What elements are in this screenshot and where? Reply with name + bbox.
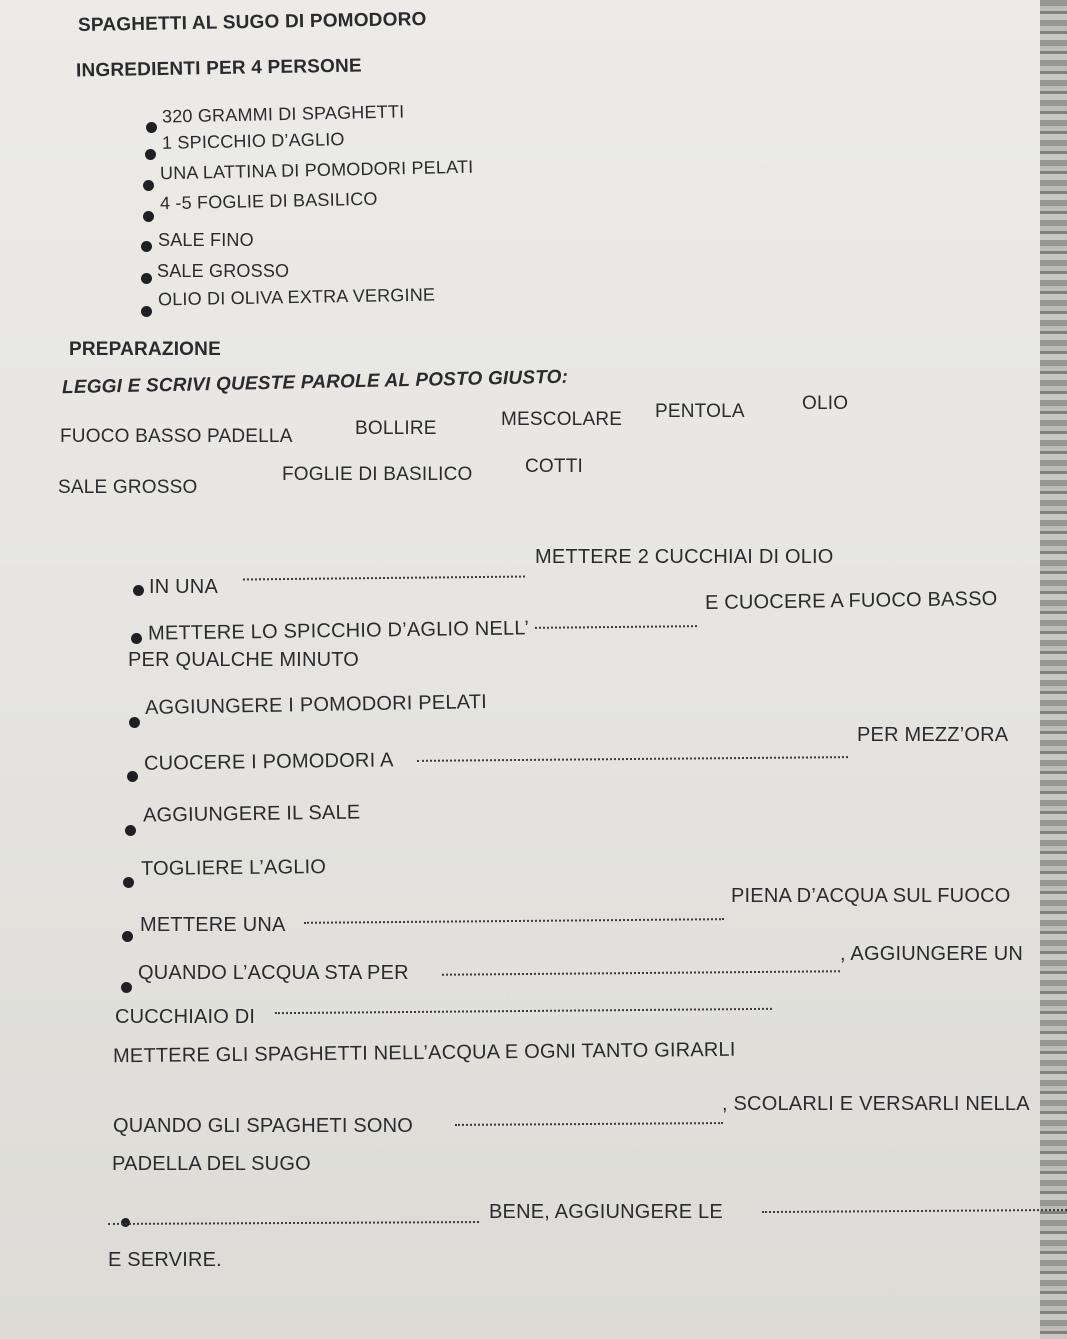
ingredient-item: 1 SPICCHIO D’AGLIO [161, 129, 345, 153]
bullet-icon [129, 717, 140, 728]
ingredient-item: SALE FINO [158, 230, 254, 250]
bullet-icon [123, 877, 134, 888]
bullet-icon [125, 825, 136, 836]
word-bank-item: FUOCO BASSO PADELLA [60, 426, 293, 447]
step-text: AGGIUNGERE IL SALE [142, 801, 361, 827]
step-text: PER QUALCHE MINUTO [128, 649, 360, 671]
word-bank-item: COTTI [525, 456, 583, 477]
bullet-icon [141, 306, 152, 317]
word-bank-item: OLIO [802, 393, 849, 414]
step-text: CUOCERE I POMODORI A [143, 749, 394, 775]
step-text: E CUOCERE A FUOCO BASSO [704, 587, 998, 615]
step-text: QUANDO L’ACQUA STA PER [138, 962, 409, 984]
recipe-title: SPAGHETTI AL SUGO DI POMODORO [77, 8, 427, 37]
word-bank-item: BOLLIRE [355, 418, 437, 439]
word-bank-item: PENTOLA [655, 401, 745, 422]
bullet-icon [133, 585, 144, 596]
bullet-icon [141, 241, 152, 252]
step-text: TOGLIERE L’AGLIO [140, 856, 327, 880]
paper-binding-edge [1040, 0, 1067, 1339]
bullet-icon [145, 149, 156, 160]
bullet-icon [143, 180, 154, 191]
word-bank-item: MESCOLARE [501, 409, 623, 430]
step-text: METTERE UNA [140, 914, 286, 936]
bullet-icon [122, 931, 133, 942]
bullet-icon [143, 211, 154, 222]
step-text: PER MEZZ’ORA [857, 724, 1009, 746]
ingredients-heading: INGREDIENTI PER 4 PERSONE [75, 55, 362, 82]
bullet-icon [121, 982, 132, 993]
ingredient-item: 4 -5 FOGLIE DI BASILICO [159, 188, 378, 214]
ingredient-item: 320 GRAMMI DI SPAGHETTI [161, 101, 405, 127]
bullet-icon [127, 771, 138, 782]
step-text: E SERVIRE. [108, 1249, 222, 1271]
preparation-heading: PREPARAZIONE [69, 339, 221, 360]
step-text: , AGGIUNGERE UN [840, 943, 1024, 965]
bullet-icon [131, 633, 142, 644]
step-text: BENE, AGGIUNGERE LE [489, 1201, 723, 1223]
ingredient-item: OLIO DI OLIVA EXTRA VERGINE [157, 284, 436, 310]
step-text: IN UNA [149, 576, 218, 598]
instruction-text: LEGGI E SCRIVI QUESTE PAROLE AL POSTO GIUSTO: [61, 366, 569, 399]
step-text: METTERE LO SPICCHIO D’AGLIO NELL’ [147, 617, 530, 645]
step-text: , SCOLARLI E VERSARLI NELLA [722, 1093, 1030, 1115]
ingredient-item: SALE GROSSO [157, 261, 290, 281]
step-text: PADELLA DEL SUGO [112, 1153, 311, 1175]
ingredient-item: UNA LATTINA DI POMODORI PELATI [159, 156, 474, 184]
bullet-icon [146, 122, 157, 133]
step-text: PIENA D’ACQUA SUL FUOCO [731, 885, 1011, 907]
step-text: AGGIUNGERE I POMODORI PELATI [144, 691, 488, 719]
step-text: QUANDO GLI SPAGHETI SONO [113, 1115, 414, 1137]
word-bank-item: FOGLIE DI BASILICO [282, 464, 473, 485]
word-bank-item: SALE GROSSO [58, 477, 198, 498]
bullet-icon [141, 273, 152, 284]
step-text: CUCCHIAIO DI [115, 1006, 256, 1028]
step-text: METTERE 2 CUCCHIAI DI OLIO [535, 546, 834, 568]
step-text: METTERE GLI SPAGHETTI NELL’ACQUA E OGNI TANTO GIRARLI [112, 1038, 736, 1068]
